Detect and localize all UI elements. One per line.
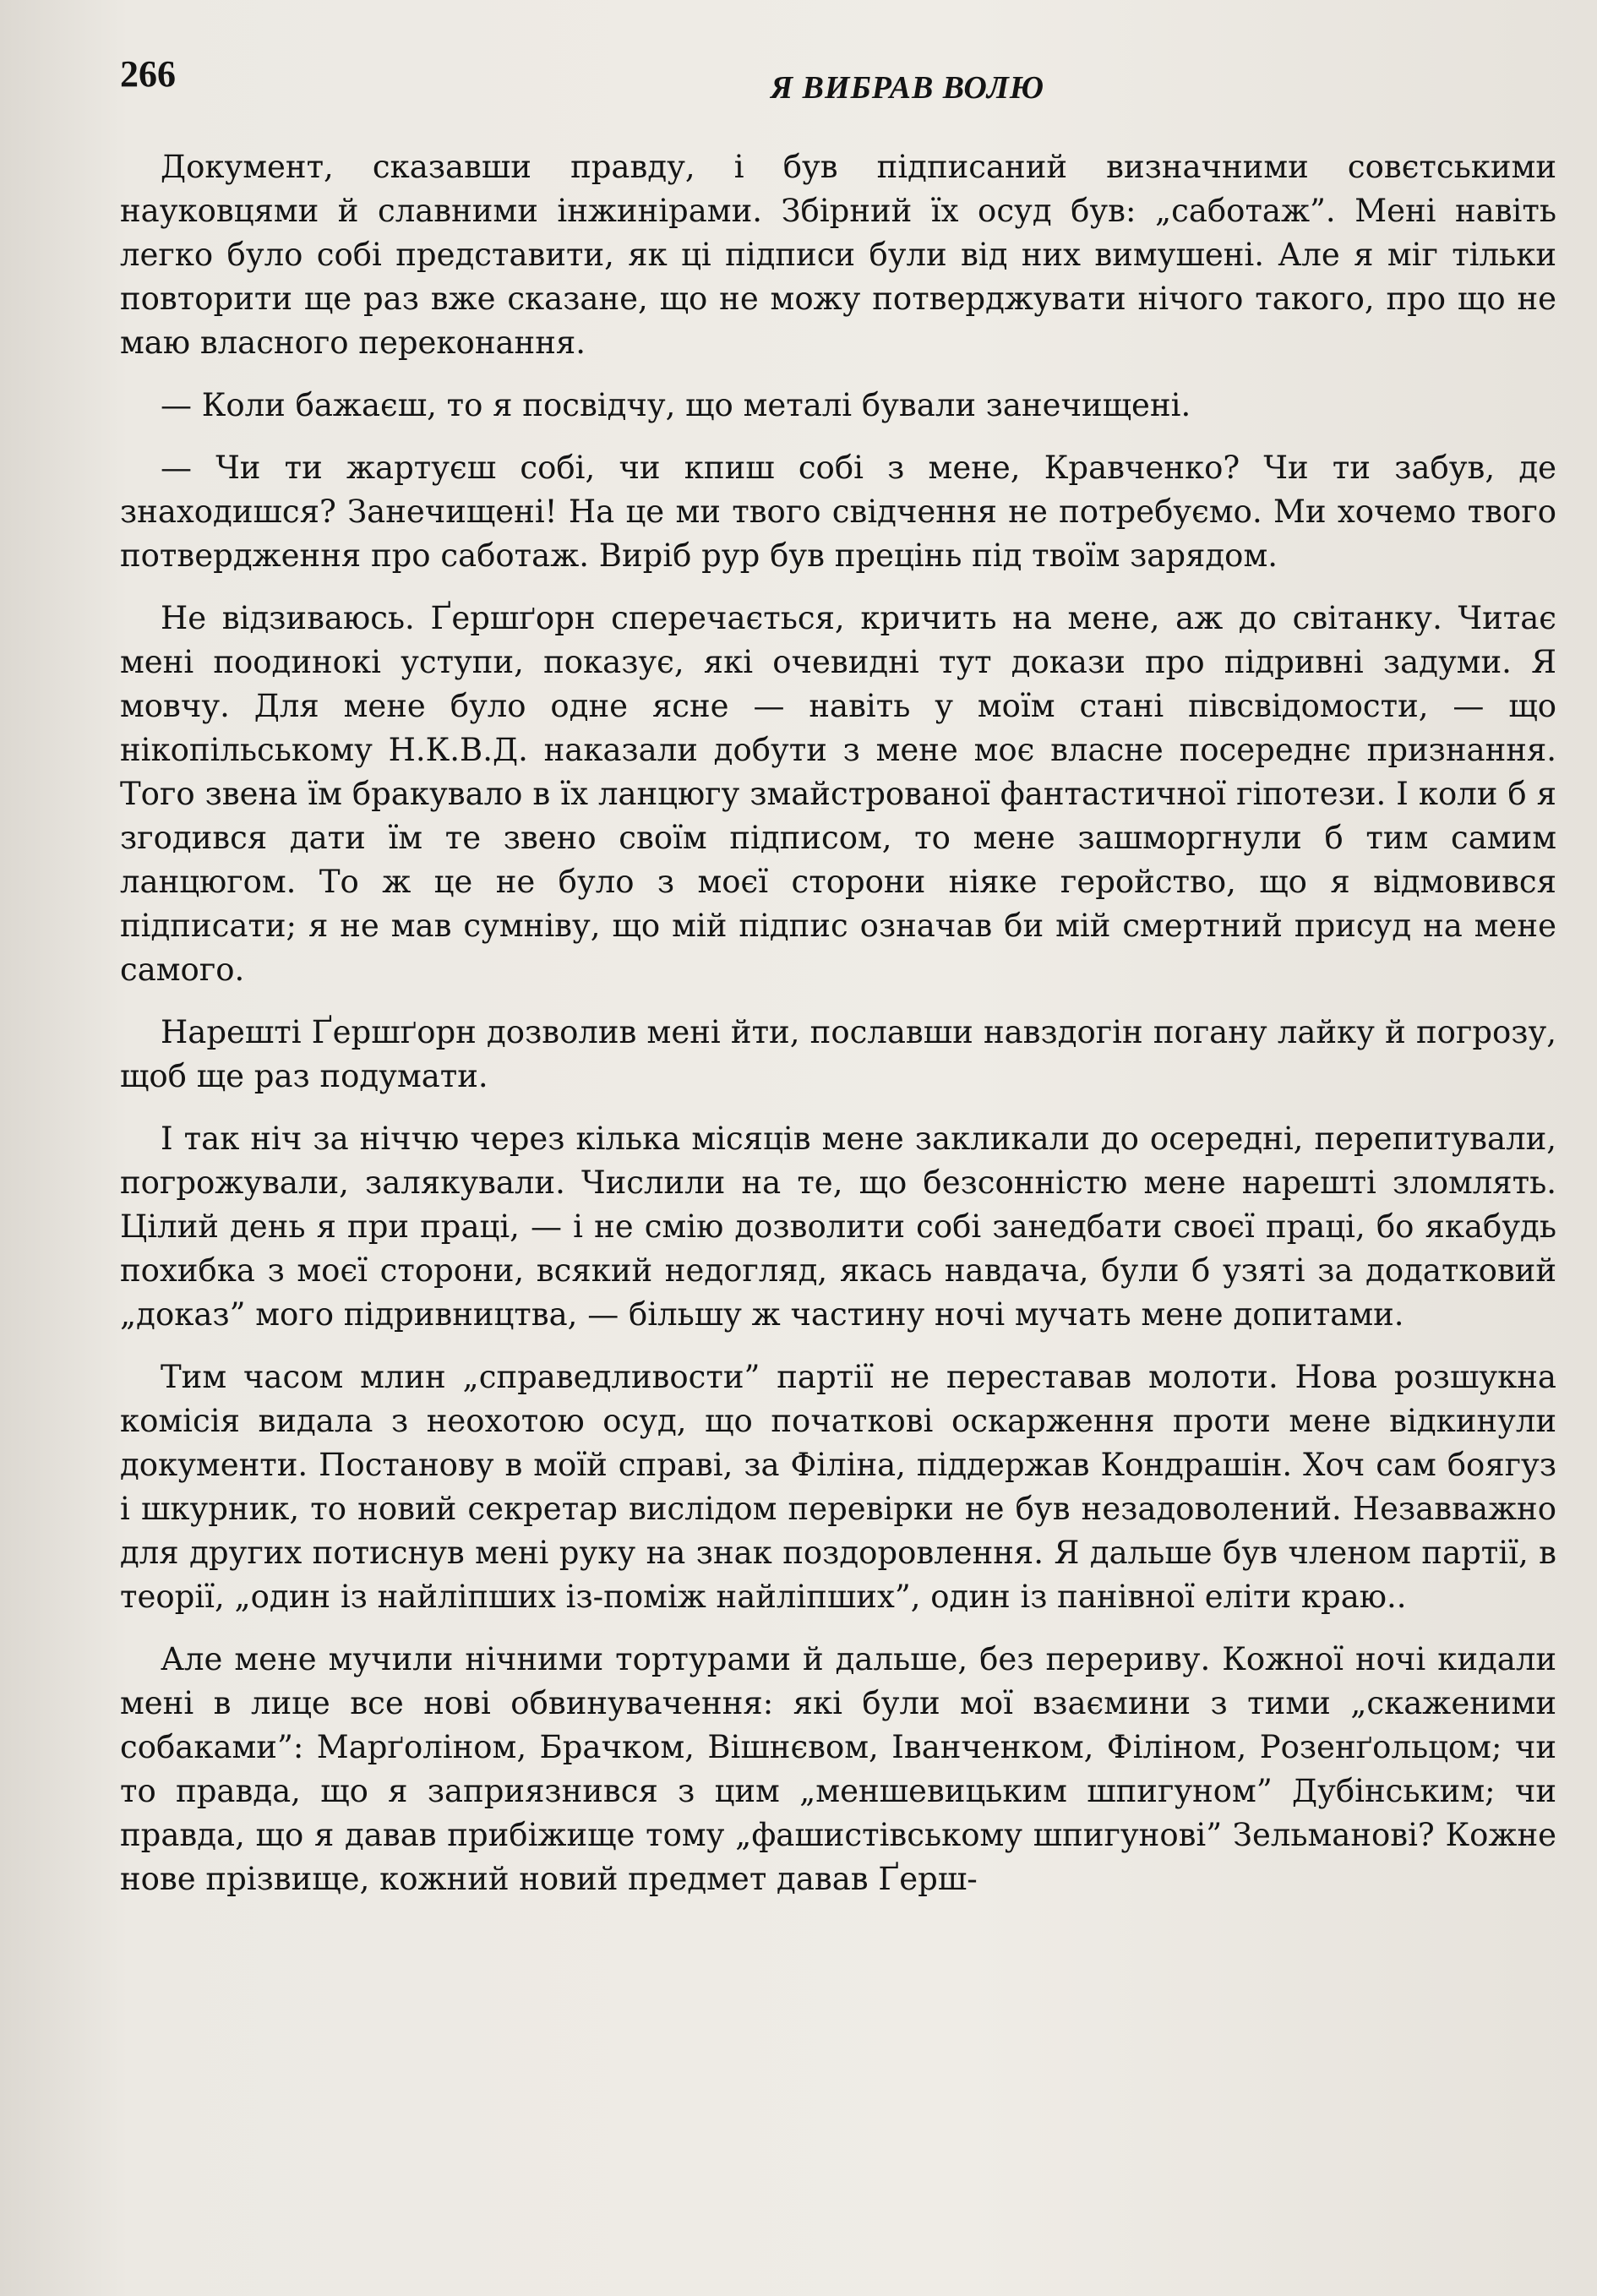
paragraph-3: — Чи ти жартуєш собі, чи кпиш собі з мене, Кравченко? Чи ти забув, де знаходишся? Занечищені! На це ми твого свідчення не потребуємо. Ми хочемо твого потвердження про саботаж. Виріб рур був прецінь під твоїм зарядом. <box>120 450 1556 574</box>
paragraph-5: Нарешті Ґершґорн дозволив мені йти, пославши навздогін погану лайку й погрозу, щоб ще раз подумати. <box>120 1014 1556 1094</box>
running-title: Я ВИБРАВ ВОЛЮ <box>771 70 1045 106</box>
page-number: 266 <box>120 53 176 95</box>
body-text <box>120 145 1556 1901</box>
paragraph-2: — Коли бажаєш, то я посвідчу, що металі бували занечищені. <box>161 387 1191 423</box>
paragraph-7: Тим часом млин „справедливости” партії не переставав молоти. Нова розшукна комісія видала з неохотою осуд, що початкові оскарження проти мене відкинули документи. Постанову в моїй справі, за Філіна, піддержав Кондрашін. Хоч сам боягуз і шкурник, то новий секретар вислідом перевірки не був незадоволений. Незавважно для других потиснув мені руку на знак поздоровлення. Я дальше був членом партії, в теорії, „один із найліпших із-поміж найліпших”, один із панівної еліти краю.. <box>120 1359 1556 1615</box>
paragraph-4: Не відзиваюсь. Ґершґорн сперечається, кричить на мене, аж до світанку. Читає мені поодинокі уступи, показує, які очевидні тут докази про підривні задуми. Я мовчу. Для мене було одне ясне — навіть у моїм стані півсвідомости, — що нікопільському Н.К.В.Д. наказали добути з мене моє власне посереднє признання. Того звена їм бракувало в їх ланцюгу змайстрованої фантастичної гіпотези. І коли б я згодився дати їм те звено своїм підписом, то мене зашморгнули б тим самим ланцюгом. То ж це не було з моєї сторони ніяке геройство, що я відмовився підписати; я не мав сумніву, що мій підпис означав би мій смертний присуд на мене самого. <box>120 600 1556 988</box>
paragraph-6: І так ніч за ніччю через кілька місяців мене закликали до осередні, перепитували, погрожували, залякували. Числили на те, що безсонністю мене нарешті зломлять. Цілий день я при праці, — і не смію дозволити собі занедбати своєї праці, бо якабудь похибка з моєї сторони, всякий недогляд, якась навдача, були б узяті за додатковий „доказ” мого підривництва, — більшу ж частину ночі мучать мене допитами. <box>120 1121 1556 1333</box>
page-header <box>120 52 1553 112</box>
paragraph-8: Але мене мучили нічними тортурами й дальше, без перериву. Кожної ночі кидали мені в лице все нові обвинувачення: які були мої взаємини з тими „скаженими собаками”: Марґоліном, Брачком, Вішнєвом, Іванченком, Філіном, Розенґольцом; чи то правда, що я заприязнився з цим „меншевицьким шпигуном” Дубінським; чи правда, що я давав прибіжище тому „фашистівському шпигунові” Зельманові? Кожне нове прізвище, кожний новий предмет давав Ґерш- <box>120 1641 1556 1897</box>
paragraph-1: Документ, сказавши правду, і був підписаний визначними совєтськими науковцями й славними інжинірами. Збірний їх осуд був: „саботаж”. Мені навіть легко було собі представити, як ці підписи були від них вимушені. Але я міг тільки повторити ще раз вже сказане, що не можу потверджувати нічого такого, про що не маю власного переконання. <box>120 149 1556 361</box>
